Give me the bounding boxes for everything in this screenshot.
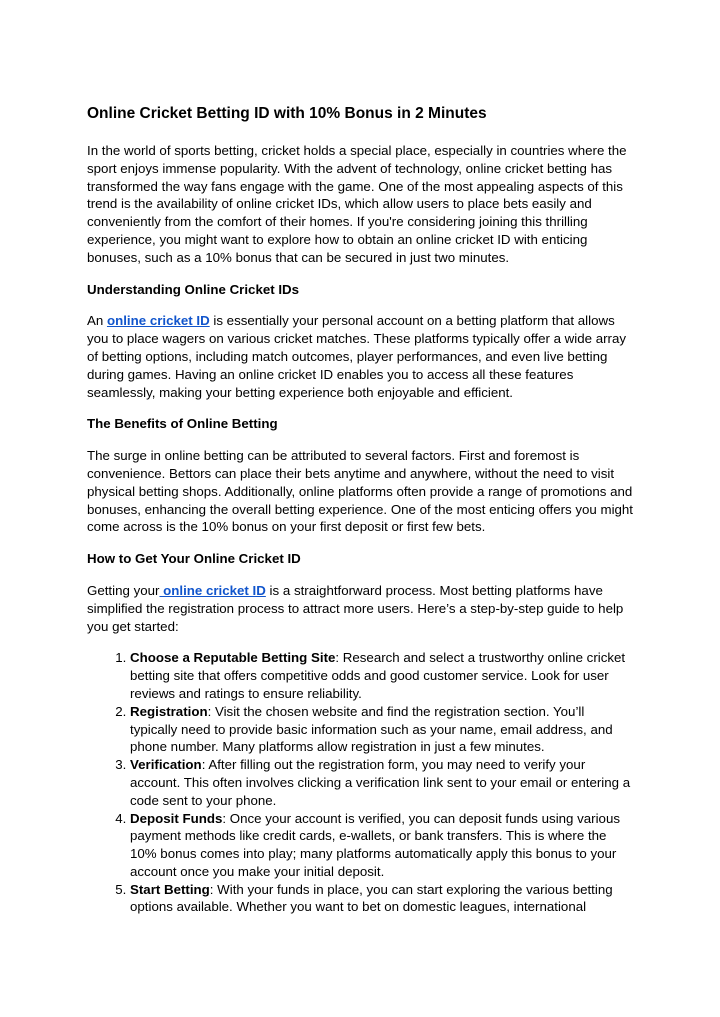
step-term: Deposit Funds: [130, 810, 223, 826]
benefits-paragraph: The surge in online betting can be attributed to several factors. First and foremost is convenience. Bettors can place their bets anytime and anywhere, without the need to visit physical betting shops. Additionally, online platforms often provide a range of promotions and bonuses, enhancing the overall betting experience. One of the most enticing offers you might come across is the 10% bonus on your first deposit or first few bets.: [87, 448, 634, 535]
online-cricket-id-link[interactable]: online cricket ID: [106, 313, 210, 329]
list-item: [130, 756, 635, 809]
step-term: Start Betting: [130, 881, 210, 897]
section-heading-understanding: Understanding Online Cricket IDs: [87, 281, 300, 297]
how-to-text: is a straightforward process. Most betting platforms have simplified the registration process to attract more users. Here’s a step-by-step guide to help you get started:: [87, 582, 624, 634]
section-heading-how-to: How to Get Your Online Cricket ID: [87, 551, 301, 567]
step-desc: : Once your account is verified, you can deposit funds using various payment methods like credit cards, e-wallets, or bank transfers. This is where the 10% bonus comes into play; many platforms automatically apply this bonus to your account once you make your initial deposit.: [130, 810, 620, 879]
section-heading-benefits: The Benefits of Online Betting: [87, 416, 278, 432]
steps-list: [87, 649, 635, 916]
list-item: [130, 881, 635, 917]
online-cricket-id-link-2[interactable]: online cricket ID: [159, 582, 266, 598]
intro-paragraph: In the world of sports betting, cricket holds a special place, especially in countries where the sport enjoys immense popularity. With the advent of technology, online cricket betting has transformed the way fans engage with the game. One of the most appealing aspects of this trend is the availability of online cricket IDs, which allow users to place bets easily and conveniently from the comfort of their homes. If you're considering joining this thrilling experience, you might want to explore how to obtain an online cricket ID with enticing bonuses, such as a 10% bonus that can be secured in just two minutes.: [87, 143, 627, 265]
list-item: [130, 703, 635, 756]
step-term: Choose a Reputable Betting Site: [130, 650, 336, 666]
understanding-paragraph: [87, 312, 635, 401]
how-to-prefix: Getting your: [87, 582, 160, 598]
step-desc: : After filling out the registration form, you may need to verify your account. This often involves clicking a verification link sent to your email or entering a code sent to your phone.: [130, 757, 631, 808]
understanding-text: is essentially your personal account on a betting platform that allows you to place wagers on various cricket matches. These platforms typically offer a wide array of betting options, including match outcomes, player performances, and even live betting during games. Having an online cricket ID enables you to access all these features seamlessly, making your betting experience both enjoyable and efficient.: [87, 313, 627, 400]
step-desc: : With your funds in place, you can start exploring the various betting options available. Whether you want to bet on domestic leagues, international: [130, 881, 613, 915]
step-desc: : Visit the chosen website and find the registration section. You’ll typically need to provide basic information such as your name, email address, and phone number. Many platforms allow registration in just a few minutes.: [130, 703, 613, 755]
how-to-paragraph: [87, 582, 635, 635]
page-title: Online Cricket Betting ID with 10% Bonus in 2 Minutes: [87, 105, 487, 122]
step-term: Verification: [130, 757, 202, 773]
step-desc: : Research and select a trustworthy online cricket betting site that offers competitive odds and good customer service. Look for user reviews and ratings to ensure reliability.: [130, 650, 626, 701]
list-item: [130, 649, 635, 702]
step-term: Registration: [130, 703, 208, 719]
understanding-prefix: An: [87, 313, 107, 329]
list-item: [130, 810, 635, 881]
